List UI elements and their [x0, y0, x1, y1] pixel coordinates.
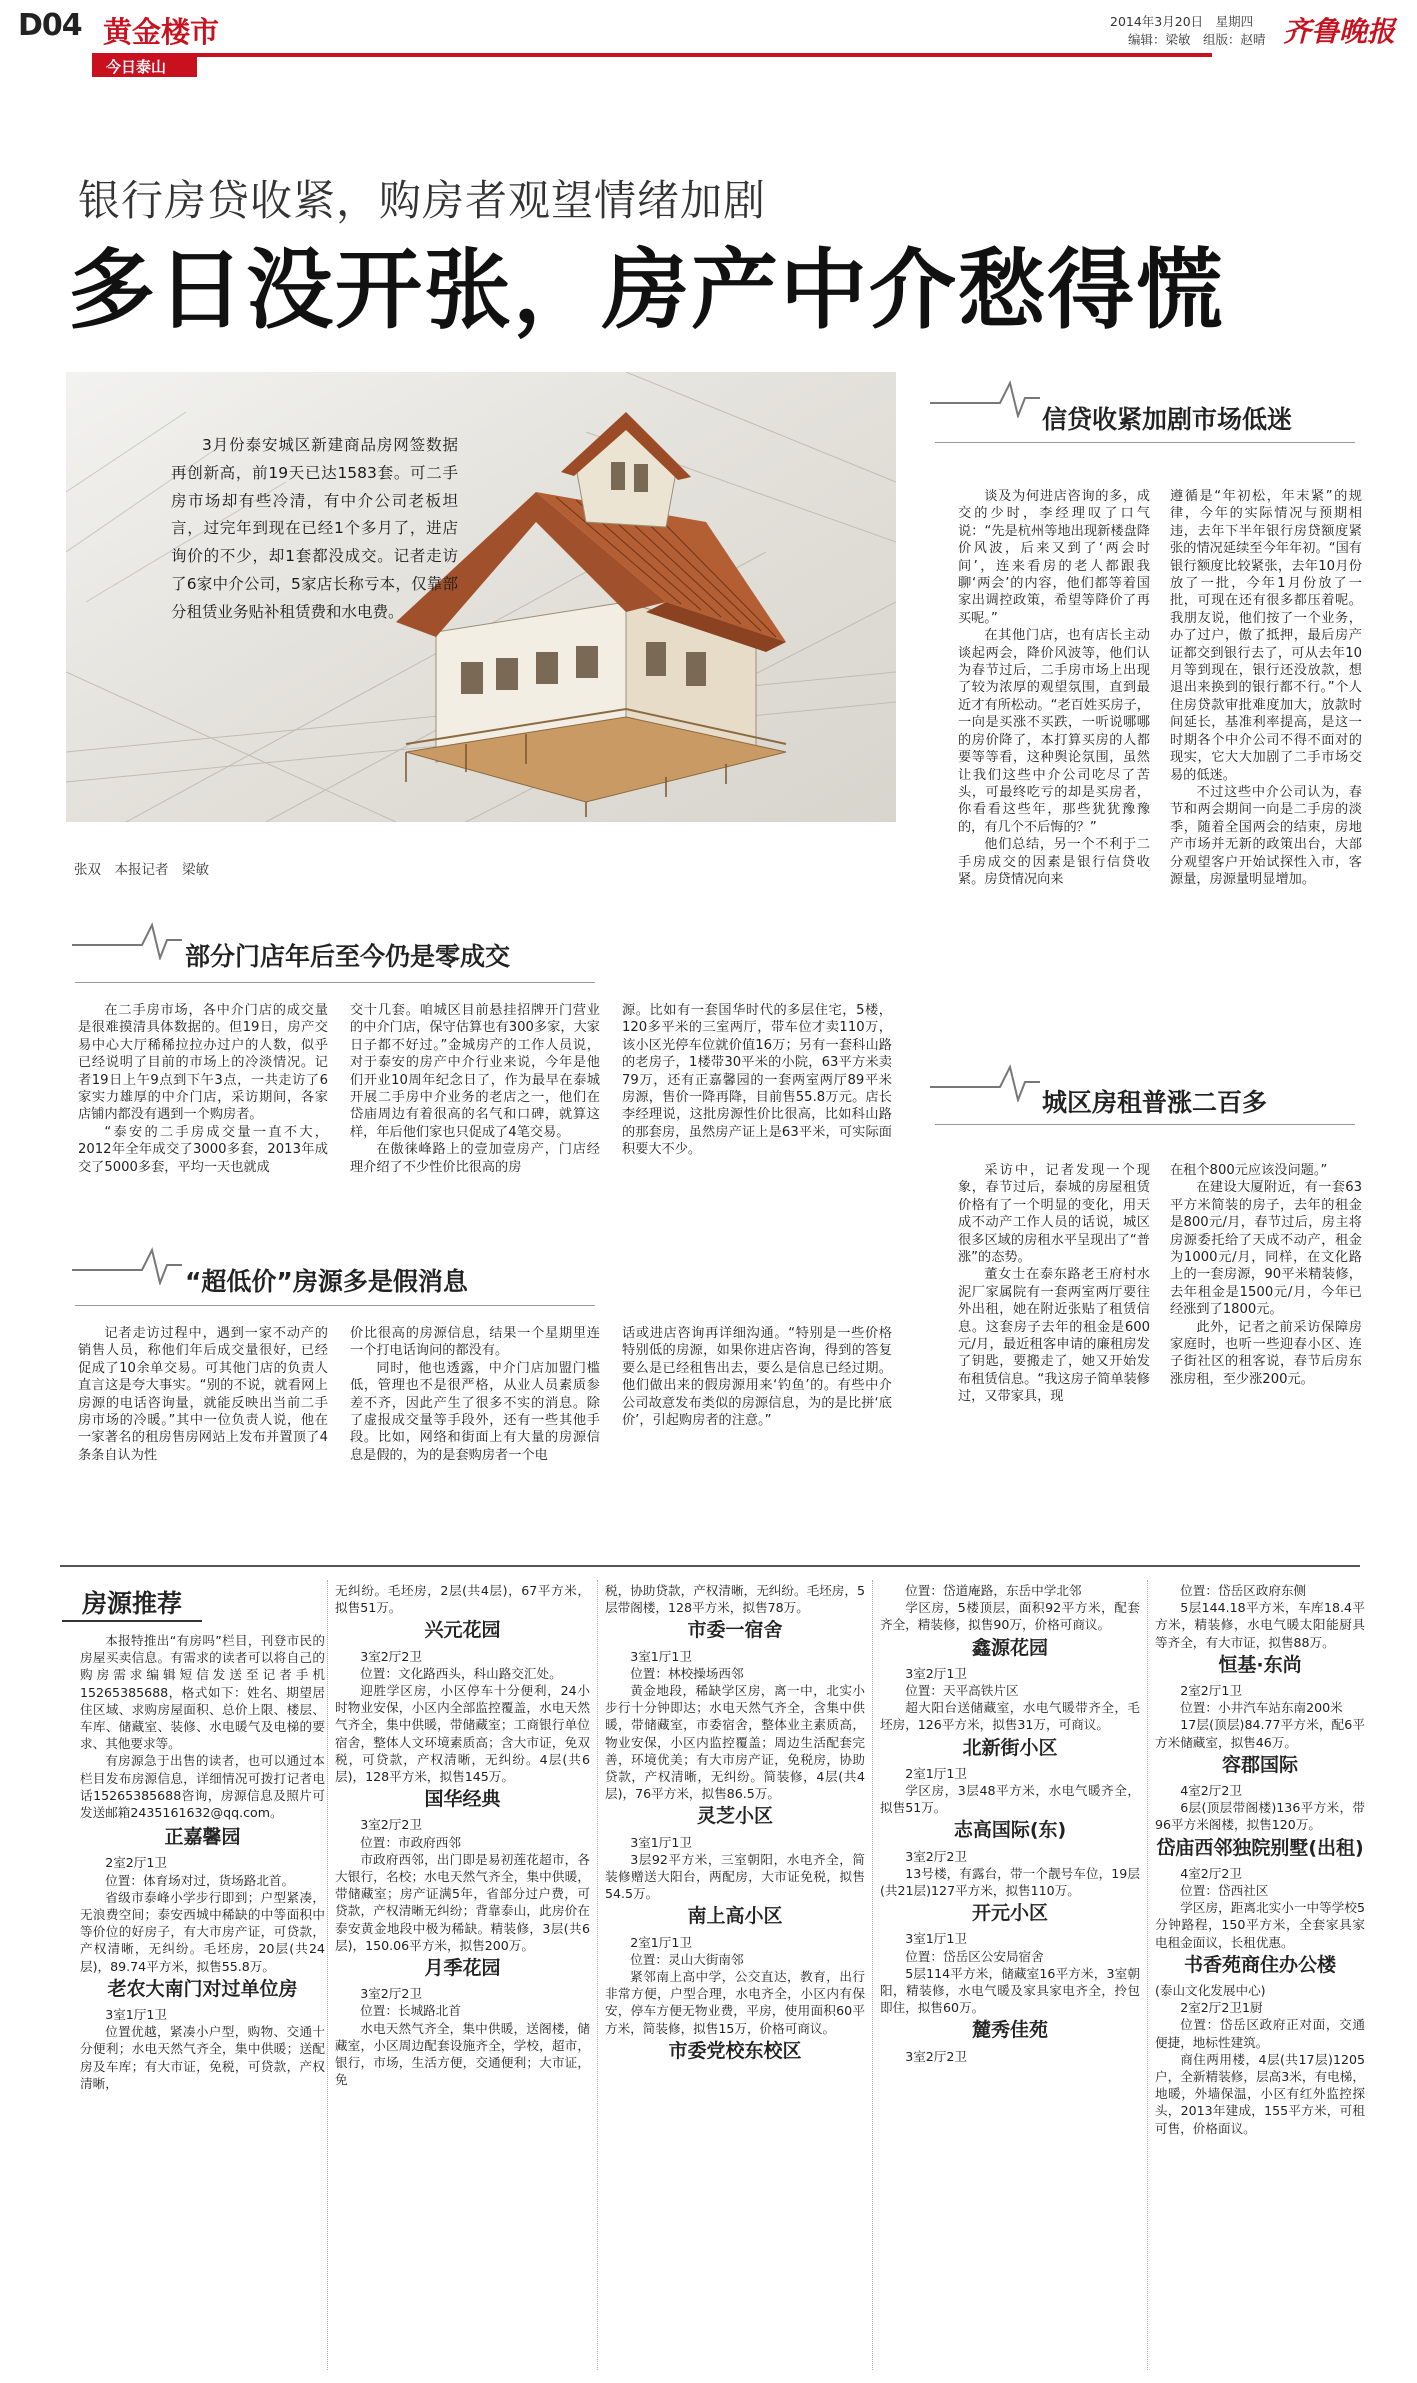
listing-title: 岱庙西邻独院别墅(出租)	[1156, 1836, 1364, 1859]
paragraph: 采访中，记者发现一个现象，春节过后，泰城的房屋租赁价格有了一个明显的变化，用天成不动产工作人员的话说，城区很多区域的房租水平呈现出了“普涨”的态势。	[958, 1163, 1150, 1266]
paragraph: 同时，他也透露，中介门店加盟门槛低，管理也不是很严格，从业人员素质参差不齐，因此产生了很多不实的消息。除了虚报成交量等手段外，还有一些其他手段。比如，网络和街面上有大量的房源信息是假的，为的是套购房者一个电	[350, 1360, 600, 1463]
listing-line: 3层92平方米，三室朝阳，水电齐全，简装修赠送大阳台，两配房，大市证免税，拟售54.5万。	[605, 1851, 865, 1902]
listing-title: 兴元花园	[424, 1619, 501, 1642]
listing-line: 2室1厅1卫	[905, 1765, 968, 1781]
paragraph: 在建设大厦附近，有一套63平方米简装的房子，去年的租金是800元/月，春节过后，房主将房源委托给了天成不动产，租金为1000元/月，同样，在文化路上的一套房源，90平米精装修，去年租金是1500元/月，今年已经涨到了1800元。	[1170, 1180, 1362, 1318]
main-headline: 多日没开张，房产中介愁得慌	[68, 239, 1225, 341]
section-heading-fake-listings: “超低价”房源多是假消息	[185, 1267, 468, 1296]
intro-paragraph: 有房源急于出售的读者，也可以通过本栏目发布房源信息，详细情况可拨打记者电话15265385688咨询，房源信息及照片可发送邮箱2435161632@qq.com。	[80, 1753, 325, 1821]
paragraph: 谈及为何进店咨询的多，成交的少时，李经理叹了口气说：“先是杭州等地出现新楼盘降价风波，后来又到了‘两会时间’，连来看房的老人都跟我聊‘两会’的内容，他们都等着国家出调控政策，希望等降价了再买呢。”	[958, 489, 1150, 626]
listing-line: 2室2厅1卫	[1180, 1683, 1243, 1699]
listing-title: 老农大南门对过单位房	[107, 1977, 298, 2000]
listing-line: 位置优越，紧凑小户型，购物、交通十分便利；水电天然气齐全，集中供暖；送配房及车库；有大市证，免税，可贷款，产权清晰，	[80, 2024, 325, 2091]
listing-title: 南上高小区	[687, 1905, 783, 1928]
listing-line: 3室2厅2卫	[905, 2048, 968, 2064]
rent-column-2	[1170, 1162, 1362, 1388]
recommend-title: 房源推荐	[82, 1589, 183, 1618]
section-pulse-icon	[72, 1245, 182, 1285]
page-code: D04	[18, 8, 82, 43]
paragraph: 不过这些中介公司认为，春节和两会期间一向是二手房的淡季，随着全国两会的结束，房地产市场并无新的政策出台，大部分观望客户开始试探性入市，客源量，房源量明显增加。	[1170, 784, 1362, 887]
fake-listings-column-1	[78, 1325, 328, 1464]
paragraph: 在租个800元应该没问题。”	[1170, 1163, 1328, 1178]
listing-line: 位置：林校操场西邻	[630, 1665, 744, 1681]
listing-line: 4室2厅2卫	[1180, 1783, 1243, 1799]
section-heading-credit: 信贷收紧加剧市场低迷	[1042, 405, 1293, 434]
listing-line: 位置：灵山大街南邻	[630, 1951, 744, 1967]
listing-line: 超大阳台送储藏室，水电气暖带齐全，毛坯房，126平方米，拟售31万，可商议。	[880, 1700, 1140, 1733]
column-separator	[1147, 1580, 1148, 2370]
paragraph: 在其他门店，也有店长主动谈起两会，降价风波等，他们认为春节过后，二手房市场上出现了较为浓厚的观望氛围，直到最近才有所松动。“老百姓买房子，一向是买涨不买跌，一听说哪哪的房价降了，本打算买房的人都要等等看，这种舆论氛围，虽然让我们这些中介公司吃尽了苦头，可最终吃亏的却是买房者，你看看这些年，那些犹犹豫豫的，有几个不后悔的？”	[958, 628, 1150, 835]
subsection-label: 今日泰山	[106, 58, 167, 76]
listing-line: 位置：岱西社区	[1180, 1883, 1269, 1899]
listing-title: 市委党校东校区	[668, 2039, 802, 2062]
section-pulse-icon	[930, 1062, 1040, 1102]
recommend-column-3	[605, 1582, 865, 2068]
section-title: 黄金楼市	[103, 15, 220, 49]
byline: 张双 本报记者 梁敏	[74, 862, 209, 878]
kicker-headline: 银行房贷收紧，购房者观望情绪加剧	[78, 176, 767, 225]
listing-line: 3室2厅2卫	[905, 1848, 968, 1864]
section-bar	[92, 53, 1212, 57]
listing-line: 17层(顶层)84.77平方米，配6平方米储藏室，拟售46万。	[1155, 1717, 1365, 1750]
page-header	[0, 0, 1417, 76]
zero-deals-column-1	[78, 1002, 328, 1176]
paragraph: 在二手房市场，各中介门店的成交量是很难摸清具体数据的。但19日，房产交易中心大厅稀稀拉拉办过户的人数，似乎已经说明了目前的市场上的冷淡情况。记者19日上午9点到下午3点，一共走访了6家实力雄厚的中介门店，采访期间，各家店铺内都没有遇到一个购房者。	[78, 1003, 328, 1123]
listing-line: 4室2厅2卫	[1180, 1865, 1243, 1881]
zero-deals-column-3	[622, 1002, 892, 1159]
paragraph: 话或进店咨询再详细沟通。“特别是一些价格特别低的房源，如果你进店咨询，得到的答复要么是已经租售出去，要么是信息已经过期。他们做出来的假房源用来‘钓鱼’的。有些中介公司故意发布类似的房源信息，为的是比拼‘底价’，引起购房者的注意。”	[622, 1326, 892, 1429]
listing-line: (泰山文化发展中心)	[1155, 1983, 1266, 1999]
listing-title: 市委一宿舍	[687, 1619, 783, 1642]
paragraph: 记者走访过程中，遇到一家不动产的销售人员，称他们年后成交量很好，已经促成了10余单交易。可其他门店的负责人直言这是夸大事实。“别的不说，就看网上房源的电话咨询量，就能反映出当前二手房市场的冷暖。”其中一位负责人说，他在一家著名的租房售房网站上发布并置顶了4条条自认为性	[78, 1326, 328, 1463]
listing-title: 国华经典	[424, 1788, 501, 1811]
house-model-photo	[66, 372, 896, 822]
recommend-divider	[60, 1565, 1360, 1567]
listing-line: 位置：天平高铁片区	[905, 1683, 1019, 1699]
editors: 编辑：梁敏 组版：赵晴	[1128, 32, 1266, 47]
listing-title: 容郡国际	[1221, 1753, 1298, 1776]
listing-line: 省级市泰峰小学步行即到；户型紧凑，无浪费空间；泰安西城中稀缺的中等面积中等价位的好房子，有大市房产证，可贷款，产权清晰，无纠纷。毛坯房，20层(共24层)，89.74平方米，拟售55.8万。	[80, 1889, 325, 1974]
listing-line: 位置：体育场对过，货场路北首。	[105, 1872, 295, 1888]
section-heading-zero-deals: 部分门店年后至今仍是零成交	[185, 942, 511, 971]
listing-title: 麓秀佳苑	[971, 2019, 1048, 2042]
column-separator	[327, 1580, 328, 2370]
recommend-column-2	[335, 1582, 590, 2088]
listing-line: 无纠纷。毛坯房，2层(共4层)，67平方米，拟售51万。	[335, 1583, 590, 1616]
listing-line: 3室1厅1卫	[905, 1931, 968, 1947]
section-heading-rent: 城区房租普涨二百多	[1042, 1088, 1268, 1117]
recommend-column-1	[80, 1632, 325, 2092]
lead-paragraph: 3月份泰安城区新建商品房网签数据再创新高，前19天已达1583套。可二手房市场却有些冷清，有中介公司老板坦言，过完年到现在已经1个多月了，进店询价的不少，却1套都没成交。记者走访了6家中介公司，5家店长称亏本，仅靠部分租赁业务贴补租赁费和水电费。	[171, 436, 458, 621]
column-separator	[872, 1580, 873, 2370]
listing-title: 志高国际(东)	[953, 1819, 1067, 1842]
subsection-tab	[92, 53, 197, 77]
paragraph: 源。比如有一套国华时代的多层住宅，5楼，120多平米的三室两厅，带车位才卖110万，该小区光停车位就价值16万；另有一套科山路的老房子，1楼带30平米的小院，63平方米卖79万，还有正嘉馨园的一套两室两厅89平米房源，售价一降再降，目前售55.8万元。店长李经理说，这批房源性价比很高，比如科山路的那套房，虽然房产证上是63平米，可实际面积要大不少。	[622, 1003, 892, 1158]
section-rule	[935, 442, 1355, 443]
rent-column-1	[958, 1162, 1150, 1406]
credit-column-2	[1170, 488, 1362, 888]
listing-line: 位置：长城路北首	[360, 2003, 461, 2019]
listing-title: 月季花园	[424, 1957, 501, 1980]
listing-line: 位置：岱岳区公安局宿舍	[905, 1948, 1044, 1964]
credit-column-1	[958, 488, 1150, 888]
paragraph: 此外，记者之前采访保障房家庭时，也听一些迎春小区、连子街社区的租客说，春节后房东涨房租，至少涨200元。	[1170, 1319, 1362, 1387]
listing-line: 学区房，5楼顶层，面积92平方米，配套齐全，精装修，拟售90万，价格可商议。	[880, 1600, 1140, 1633]
listing-line: 3室1厅1卫	[630, 1834, 693, 1850]
zero-deals-column-2	[350, 1002, 600, 1176]
section-pulse-icon	[72, 920, 182, 960]
listing-title: 恒基·东尚	[1218, 1653, 1302, 1676]
section-rule	[935, 1124, 1355, 1125]
fake-listings-column-2	[350, 1325, 600, 1464]
issue-date: 2014年3月20日 星期四	[1110, 14, 1254, 29]
listing-line: 3室2厅2卫	[360, 1986, 423, 2002]
listing-line: 3室2厅1卫	[905, 1665, 968, 1681]
listing-title: 开元小区	[971, 1902, 1048, 1925]
listing-title: 鑫源花园	[971, 1636, 1048, 1659]
listing-title: 灵芝小区	[696, 1805, 773, 1828]
paragraph: 遵循是“年初松，年末紧”的规律，今年的实际情况与预期相违，去年下半年银行房贷额度紧张的情况延续至今年年初。“国有银行额度比较紧张，去年10月份放了一批，今年1月份放了一批，可现在还有很多都压着呢。我朋友说，他们按了一个业务，办了过户，傲了抵押，最后房产证都交到银行去了，可从去年10月等到现在，银行还没放款，想退出来换到的银行都不行。”个人住房贷款审批难度加大，放款时间延长，基准利率提高，是这一时期各个中介公司不得不面对的现实，它大大加剧了二手市场交易的低迷。	[1170, 489, 1362, 783]
paragraph: “泰安的二手房成交量一直不大，2012年全年成交了3000多套，2013年成交了5000多套，平均一天也就成	[78, 1124, 328, 1175]
section-rule	[75, 982, 595, 983]
masthead-logo: 齐鲁晚报	[1283, 15, 1396, 48]
section-pulse-icon	[930, 378, 1040, 418]
listing-line: 迎胜学区房，小区停车十分便利，24小时物业安保，小区内全部监控覆盖，水电天然气齐全，集中供暖，带储藏室；工商银行单位宿舍，整体人文环境素质高；含大市证，免双税，可贷款，产权清晰，无纠纷。4层(共6层)，128平方米，拟售145万。	[335, 1683, 590, 1785]
listing-line: 5层144.18平方米，车库18.4平方米，精装修，水电气暖太阳能厨具等齐全，有大市证，拟售88万。	[1155, 1600, 1365, 1650]
recommend-column-5	[1155, 1582, 1365, 2137]
listing-title: 书香苑商住办公楼	[1183, 1953, 1336, 1976]
listing-line: 位置：岱岳区政府正对面，交通便捷，地标性建筑。	[1155, 2017, 1365, 2050]
listing-line: 5层114平方米，储藏室16平方米，3室朝阳，精装修，水电气暖及家具家电齐全，拎包即住，拟售60万。	[880, 1965, 1140, 2016]
listing-line: 学区房，距离北实小一中等学校5分钟路程，150平方米，全套家具家电租金面议，长租优惠。	[1155, 1900, 1365, 1950]
listing-line: 位置：小井汽车站东南200米	[1180, 1700, 1343, 1716]
listing-line: 3室2厅2卫	[360, 1817, 423, 1833]
listing-line: 13号楼，有露台，带一个靓号车位，19层(共21层)127平方米，拟售110万。	[880, 1865, 1140, 1899]
column-separator	[597, 1580, 598, 2370]
listing-line: 位置：岱道庵路，东岳中学北邻	[905, 1583, 1082, 1598]
paragraph: 董女士在泰东路老王府村水泥厂家属院有一套两室两厅要往外出租，她在附近张贴了租赁信息。这套房子去年的租金是600元/月，最近租客申请的廉租房发了钥匙，要搬走了，她又开始发布租赁信息。“我这房子简单装修过，又带家具，现	[958, 1267, 1150, 1405]
recommend-column-4	[880, 1582, 1140, 2065]
listing-line: 3室1厅1卫	[105, 2007, 168, 2023]
listing-line: 黄金地段，稀缺学区房，离一中，北实小步行十分钟即达；水电天然气齐全，含集中供暖，带储藏室，市委宿舍，整体业主素质高，物业安保，小区内监控覆盖；周边生活配套完善，环境优美；有大市房产证，免税房，协助贷款，产权清晰，无纠纷。简装修，4层(共4层)，76平方米，拟售86.5万。	[605, 1683, 865, 1802]
paragraph: 价比很高的房源信息，结果一个星期里连一个打电话询问的都没有。	[350, 1326, 600, 1359]
listing-line: 2室2厅1卫	[105, 1855, 168, 1871]
listing-title: 正嘉馨园	[164, 1826, 241, 1849]
listing-line: 位置：岱岳区政府东侧	[1180, 1583, 1307, 1598]
listing-line: 商住两用楼，4层(共17层)1205户，全新精装修，层高3米，有电梯，地暖，外墙保温，小区有红外监控探头，2013年建成，155平方米，可租可售，价格面议。	[1155, 2051, 1365, 2136]
listing-title: 北新街小区	[962, 1736, 1058, 1759]
fake-listings-column-3	[622, 1325, 892, 1429]
listing-line: 3室1厅1卫	[630, 1648, 693, 1664]
listing-line: 紧邻南上高中学，公交直达，教育，出行非常方便，户型合理，水电齐全，小区内有保安，停车方便无物业费，平房，使用面积60平方米，简装修，拟售15万，价格可商议。	[605, 1969, 865, 2036]
paragraph: 交十几套。咱城区目前悬挂招牌开门营业的中介门店，保守估算也有300多家，大家日子都不好过。”金城房产的工作人员说，对于泰安的房产中介行业来说，今年是他们开业10周年纪念日了，作为最早在泰城开展二手房中介业务的老店之一，他们在岱庙周边有着很高的名气和口碑，就算这样，年后他们家也只促成了4笔交易。	[350, 1003, 600, 1140]
recommend-title-box	[62, 1580, 202, 1622]
listing-line: 位置：文化路西头，科山路交汇处。	[360, 1665, 562, 1681]
listing-line: 市政府西邻，出门即是易初莲花超市，各大银行，名校；水电天然气齐全，集中供暖，带储藏室；房产证满5年，省部分过户费，可贷款，产权清晰无纠纷；背靠泰山，此房价在泰安黄金地段中极为稀缺。精装修，3层(共6层)，150.06平方米，拟售200万。	[335, 1851, 590, 1953]
listing-line: 6层(顶层带阁楼)136平方米，带96平方米阁楼，拟售120万。	[1155, 1800, 1365, 1833]
listing-line: 学区房，3层48平方米，水电气暖齐全，拟售51万。	[880, 1783, 1140, 1816]
listing-line: 3室2厅2卫	[360, 1648, 423, 1664]
intro-paragraph: 本报特推出“有房吗”栏目，刊登市民的房屋买卖信息。有需求的读者可以将自己的购房需求编辑短信发送至记者手机15265385688，格式如下：姓名、期望居住区域、求购房屋面积、总价上限、楼层、车库、储藏室、装修、水电暖气及电梯的要求、其他要求等。	[80, 1633, 325, 1752]
listing-line: 水电天然气齐全，集中供暖，送阁楼，储藏室，小区周边配套设施齐全，学校，超市，银行，市场，生活方便，交通便利；大市证，免	[335, 2020, 590, 2088]
listing-line: 税，协助贷款，产权清晰，无纠纷。毛坯房，5层带阁楼，128平方米，拟售78万。	[605, 1583, 865, 1616]
listing-line: 位置：市政府西邻	[360, 1834, 461, 1850]
paragraph: 在傲徕峰路上的壹加壹房产，门店经理介绍了不少性价比很高的房	[350, 1142, 600, 1175]
section-rule	[75, 1305, 595, 1306]
listing-line: 2室2厅2卫1厨	[1180, 2000, 1263, 2016]
paragraph: 他们总结，另一个不利于二手房成交的因素是银行信贷收紧。房贷情况向来	[958, 837, 1150, 887]
listing-line: 2室1厅1卫	[630, 1934, 693, 1950]
